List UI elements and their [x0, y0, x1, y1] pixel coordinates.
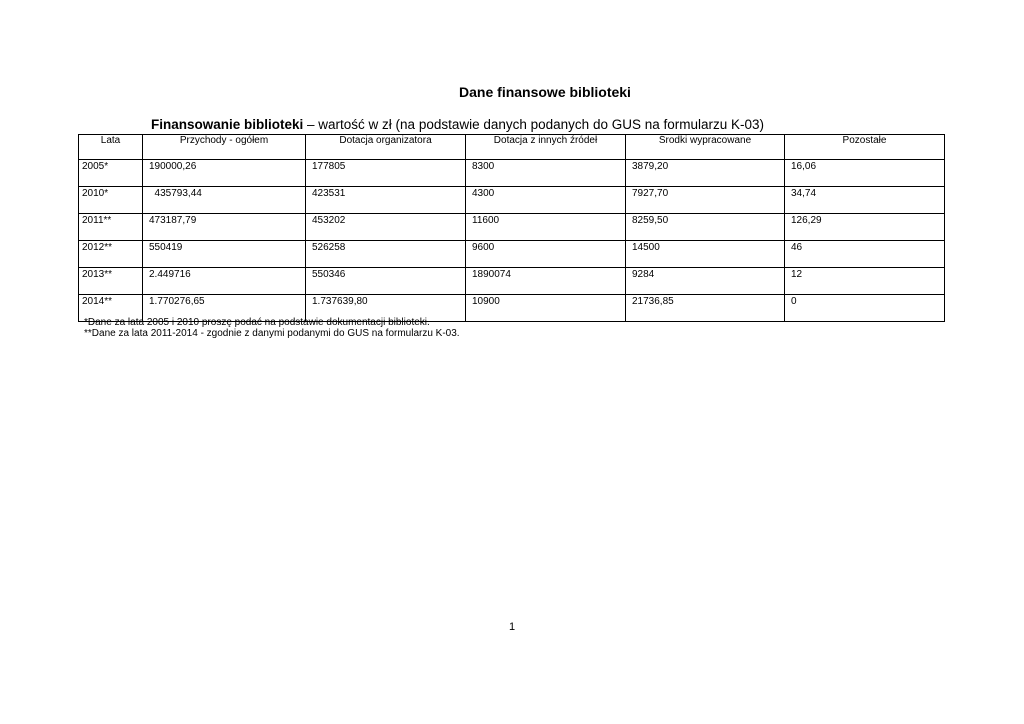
table-caption-text: – wartość w zł (na podstawie danych podanych do GUS na formularzu K-03) — [303, 117, 765, 132]
table-cell-srodki: 7927,70 — [626, 187, 785, 214]
table-cell-year: 2005* — [79, 160, 143, 187]
table-row — [79, 214, 945, 241]
table-cell-srodki: 9284 — [626, 268, 785, 295]
footnotes — [84, 317, 460, 339]
table-caption-bold: Finansowanie biblioteki — [151, 117, 304, 132]
footnote: **Dane za lata 2011-2014 - zgodnie z danymi podanymi do GUS na formularzu K-03. — [84, 328, 460, 339]
document-title: Dane finansowe biblioteki — [459, 84, 631, 100]
table-row — [79, 268, 945, 295]
table-row — [79, 160, 945, 187]
column-header-srodki-wypracowane: Środki wypracowane — [626, 135, 785, 160]
table-cell-dotacja-organizatora: 453202 — [306, 214, 466, 241]
column-header-pozostale: Pozostałe — [785, 135, 945, 160]
table-cell-dotacja-inne: 9600 — [466, 241, 626, 268]
table-cell-dotacja-organizatora: 177805 — [306, 160, 466, 187]
column-header-przychody: Przychody - ogółem — [143, 135, 306, 160]
table-cell-pozostale: 16,06 — [785, 160, 945, 187]
column-header-dotacja-organizatora: Dotacja organizatora — [306, 135, 466, 160]
table-caption — [151, 117, 764, 132]
table-cell-dotacja-organizatora: 423531 — [306, 187, 466, 214]
table-cell-dotacja-organizatora: 550346 — [306, 268, 466, 295]
column-header-dotacja-inne: Dotacja z innych źródeł — [466, 135, 626, 160]
footnote: *Dane za lata 2005 i 2010 proszę podać na podstawie dokumentacji biblioteki. — [84, 317, 430, 328]
table-cell-pozostale: 0 — [785, 295, 945, 322]
table-cell-year: 2014** — [79, 295, 143, 322]
table-cell-srodki: 8259,50 — [626, 214, 785, 241]
table-cell-srodki: 14500 — [626, 241, 785, 268]
table-cell-dotacja-inne: 4300 — [466, 187, 626, 214]
table-cell-year: 2011** — [79, 214, 143, 241]
table-cell-dotacja-inne: 10900 — [466, 295, 626, 322]
table-cell-pozostale: 34,74 — [785, 187, 945, 214]
table-cell-dotacja-inne: 8300 — [466, 160, 626, 187]
table-cell-przychody: 550419 — [143, 241, 306, 268]
column-header-lata: Lata — [79, 135, 143, 160]
table-cell-dotacja-inne: 1890074 — [466, 268, 626, 295]
table-header-row — [79, 135, 945, 160]
table-cell-dotacja-organizatora: 1.737639,80 — [306, 295, 466, 322]
table-row — [79, 241, 945, 268]
table-cell-srodki: 3879,20 — [626, 160, 785, 187]
table-cell-dotacja-inne: 11600 — [466, 214, 626, 241]
table-cell-pozostale: 46 — [785, 241, 945, 268]
table-cell-pozostale: 12 — [785, 268, 945, 295]
table-cell-przychody: 2.449716 — [143, 268, 306, 295]
table-cell-przychody: 190000,26 — [143, 160, 306, 187]
financial-table — [78, 134, 945, 322]
table-cell-dotacja-organizatora: 526258 — [306, 241, 466, 268]
table-cell-przychody: 473187,79 — [143, 214, 306, 241]
table-cell-przychody: 435793,44 — [143, 187, 306, 214]
page-number: 1 — [508, 621, 516, 633]
table-cell-year: 2012** — [79, 241, 143, 268]
table-cell-pozostale: 126,29 — [785, 214, 945, 241]
table-cell-przychody: 1.770276,65 — [143, 295, 306, 322]
table-cell-year: 2010* — [79, 187, 143, 214]
table-cell-year: 2013** — [79, 268, 143, 295]
table-row — [79, 187, 945, 214]
table-cell-srodki: 21736,85 — [626, 295, 785, 322]
